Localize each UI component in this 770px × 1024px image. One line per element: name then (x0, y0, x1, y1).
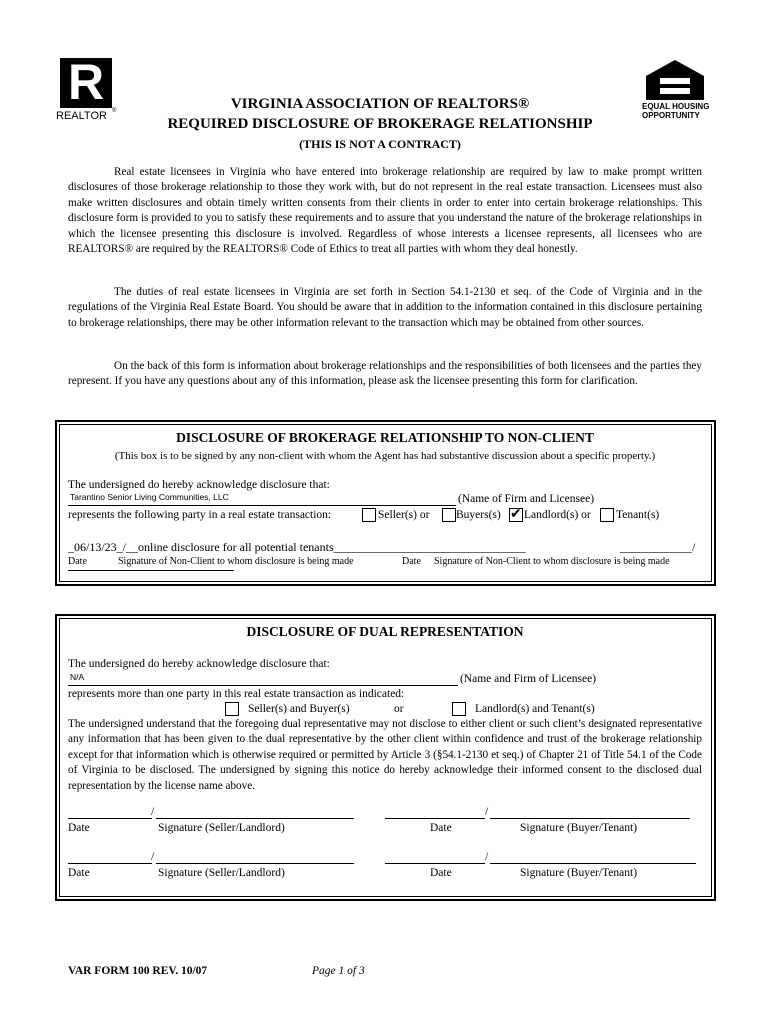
nonclient-heading: DISCLOSURE OF BROKERAGE RELATIONSHIP TO NON-CLIENT (176, 430, 594, 445)
landlord-option-label: Landlord(s) or (524, 509, 591, 521)
buyer-option-label: Buyers(s) (456, 509, 501, 521)
house-icon (640, 58, 710, 102)
realtor-logo-text: REALTOR (56, 110, 107, 122)
firm-name-field[interactable]: Tarantino Senior Living Communities, LLC (70, 492, 229, 502)
sig-seller-label-1: Signature (Seller/Landlord) (158, 822, 285, 834)
seller-date-line-2[interactable] (68, 863, 152, 864)
dual-date-label-2: Date (430, 822, 452, 834)
buyer-date-line-2[interactable] (385, 863, 485, 864)
dual-represents-label: represents more than one party in this real estate transaction as indicated: (68, 688, 405, 700)
dual-date-label-4: Date (430, 867, 452, 879)
check-mark-icon: ✔ (510, 506, 522, 522)
landlord-tenant-label: Landlord(s) and Tenant(s) (475, 703, 595, 715)
intro-paragraph-2: The duties of real estate licensees in Virginia are set forth in Section 54.1-2130 et seq. of the Code of Virginia and in the regulations of the Virginia Real Estate Board. You should be aware that in addition to the information contained in this disclosure pertaining to brokerage relationships, there may be other information relevant to the transaction which may be obtained from other sources. (68, 286, 702, 329)
seller-checkbox[interactable] (362, 508, 376, 522)
seller-sig-line-1[interactable] (156, 818, 354, 819)
nonclient-sig-label-2: Signature of Non-Client to whom disclosure is being made (434, 556, 670, 567)
seller-option-label: Seller(s) or (378, 509, 430, 521)
nonclient-acknowledge: The undersigned do hereby acknowledge disclosure that: (68, 479, 330, 491)
seller-buyer-label: Seller(s) and Buyer(s) (248, 703, 350, 715)
firm-name-underline (68, 505, 456, 506)
nonclient-instruction: (This box is to be signed by any non-client with whom the Agent has had substantive discussion about a specific property.) (114, 450, 656, 462)
dual-date-label-1: Date (68, 822, 90, 834)
landlord-tenant-checkbox[interactable] (452, 702, 466, 716)
slash: / (151, 806, 155, 818)
title-line1: VIRGINIA ASSOCIATION OF REALTORS® (230, 96, 530, 112)
nonclient-sig-label: Signature of Non-Client to whom disclosure is being made (118, 556, 354, 567)
nonclient-date-label: Date (68, 556, 87, 567)
slash: / (485, 806, 489, 818)
nonclient-signature-line[interactable]: _06/13/23_/__online disclosure for all potential tenants________________________________ (68, 540, 526, 554)
buyer-sig-line-2[interactable] (490, 863, 696, 864)
page-number: Page 1 of 3 (312, 965, 365, 977)
subtitle: (THIS IS NOT A CONTRACT) (299, 137, 461, 151)
equal-housing-logo (640, 58, 710, 122)
eho-line2: OPPORTUNITY (642, 111, 700, 120)
nonclient-sig-underline (68, 570, 234, 571)
licensee-name-field[interactable]: N/A (70, 672, 85, 682)
sig-seller-label-2: Signature (Seller/Landlord) (158, 867, 285, 879)
intro-paragraph-3: On the back of this form is information about brokerage relationships and the responsibilities of both licensees and the parties they represent. If you have any questions about any of this information, please ask the licensee presenting this form for clarification. (68, 360, 702, 388)
buyer-date-line-1[interactable] (385, 818, 485, 819)
slash: / (151, 851, 155, 863)
tenant-option-label: Tenant(s) (616, 509, 660, 521)
dual-body-text: The undersigned understand that the foregoing dual representative may not disclose to either client or such client’s designated representative any information that has been given to the dual representative by the other client within confidence and trust of the brokerage relationship except for that information which is otherwise required or permitted by Article 3 (§54.1-2130 et seq.) of Chapter 21 of Title 54.1 of the Code of Virginia to be disclosed. The undersigned by signing this notice do hereby acknowledge their informed consent to the disclosed dual representation by the license name above. (68, 718, 702, 792)
dual-or: or (394, 703, 404, 715)
nonclient-date-label-2: Date (402, 556, 421, 567)
licensee-name-underline (68, 685, 458, 686)
licensee-name-label: (Name and Firm of Licensee) (460, 673, 597, 685)
dual-acknowledge: The undersigned do hereby acknowledge disclosure that: (68, 658, 330, 670)
represents-label: represents the following party in a real estate transaction: (68, 509, 332, 521)
seller-buyer-checkbox[interactable] (225, 702, 239, 716)
slash: / (485, 851, 489, 863)
buyer-checkbox[interactable] (442, 508, 456, 522)
landlord-checkbox[interactable] (509, 508, 523, 522)
nonclient-signature-line-right[interactable]: ____________/ (620, 540, 696, 554)
firm-name-label: (Name of Firm and Licensee) (458, 493, 595, 505)
title-line2: REQUIRED DISCLOSURE OF BROKERAGE RELATIONSHIP (167, 116, 593, 132)
sig-buyer-label-2: Signature (Buyer/Tenant) (520, 867, 638, 879)
seller-sig-line-2[interactable] (156, 863, 354, 864)
dual-date-label-3: Date (68, 867, 90, 879)
form-id: VAR FORM 100 REV. 10/07 (68, 965, 208, 977)
tenant-checkbox[interactable] (600, 508, 614, 522)
intro-paragraph-1: Real estate licensees in Virginia who have entered into brokerage relationship are required by law to make prompt written disclosures of those brokerage relationship to those they work with, but do not represent in the real estate transaction. Licensees must also make written disclosures and obtain timely written consents from their clients in order to enter into certain brokerage relationships. This disclosure form is provided to you to satisfy these requirements and to assure that you understand the nature of the brokerage relationships in which the licensee presenting this disclosure is involved. Regardless of whose interests a licensee represents, all licensees who are REALTORS® are required by the REALTORS® Code of Ethics to treat all parties with whom they deal honestly. (68, 166, 702, 256)
eho-line1: EQUAL HOUSING (642, 102, 710, 111)
registered-mark: ® (112, 108, 117, 114)
realtor-logo-letter: R (67, 54, 105, 110)
realtor-logo (56, 54, 118, 124)
dual-heading: DISCLOSURE OF DUAL REPRESENTATION (246, 624, 524, 639)
seller-date-line-1[interactable] (68, 818, 152, 819)
sig-buyer-label-1: Signature (Buyer/Tenant) (520, 822, 638, 834)
buyer-sig-line-1[interactable] (490, 818, 690, 819)
